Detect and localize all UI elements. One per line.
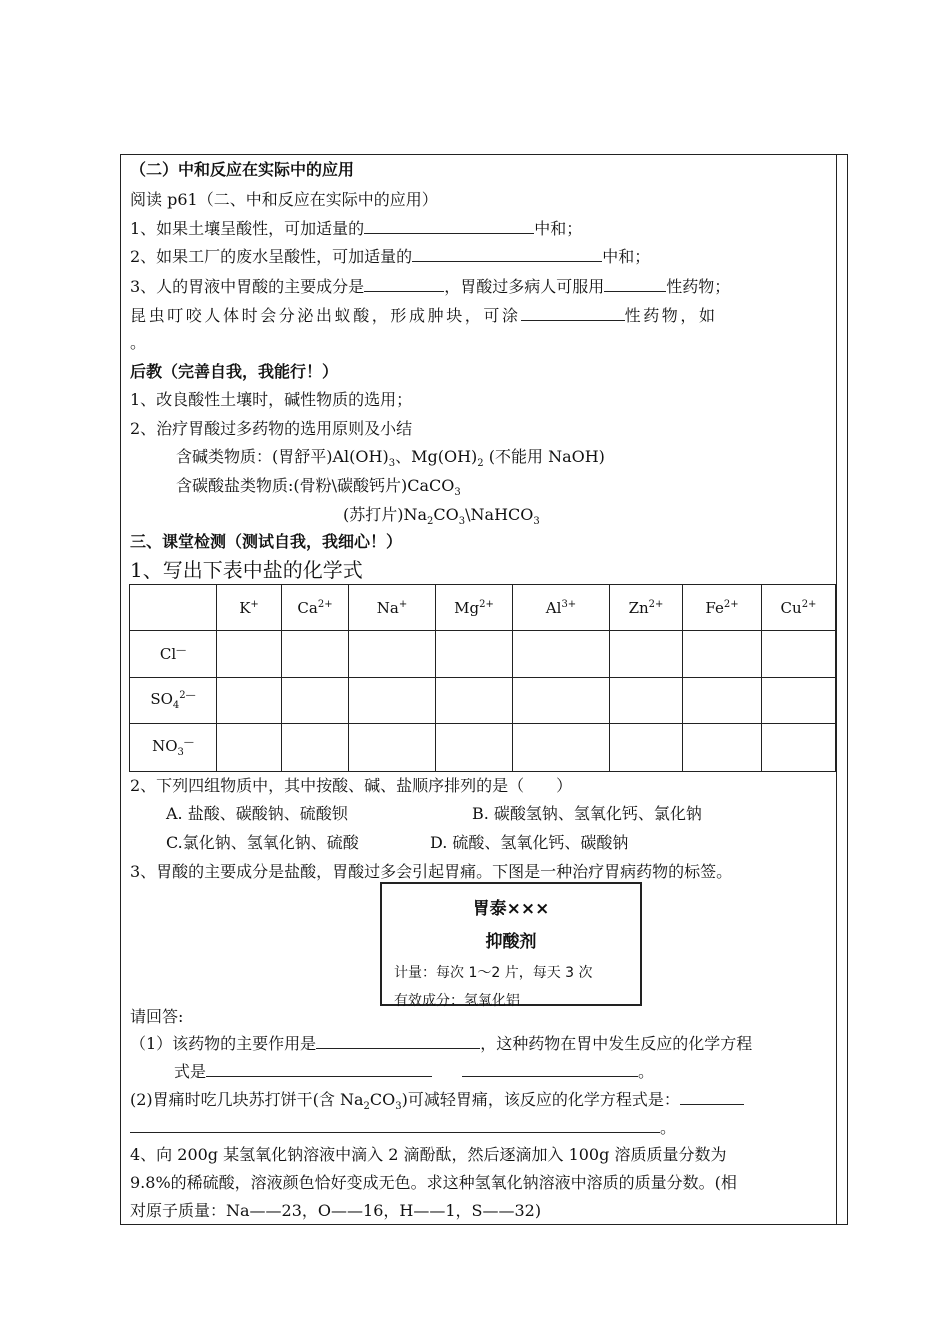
- q-text: 。: [638, 1062, 655, 1081]
- ion: K: [239, 598, 251, 617]
- answer-cell[interactable]: [610, 678, 683, 724]
- salt-formula-table: [129, 584, 836, 772]
- cation-header: [282, 585, 349, 631]
- sub: 3: [395, 1101, 402, 1113]
- anion-header: [130, 631, 217, 678]
- table-row: [130, 678, 836, 724]
- q1-blank[interactable]: [364, 216, 534, 234]
- test3-q2-cont: [130, 1115, 676, 1140]
- anion-header: [130, 678, 217, 724]
- charge: —: [183, 737, 194, 748]
- answer-cell[interactable]: [436, 724, 513, 772]
- ion: SO: [150, 690, 173, 708]
- charge: 2+: [648, 598, 664, 610]
- charge: 2—: [179, 690, 196, 701]
- q-text: 式是: [174, 1062, 207, 1081]
- answer-cell[interactable]: [683, 724, 762, 772]
- sub: 3: [458, 516, 466, 528]
- test3-q1-cont: [174, 1059, 654, 1084]
- test1-title: 1、写出下表中盐的化学式: [130, 558, 363, 582]
- test2-option-d[interactable]: D. 硫酸、氢氧化钙、碳酸钠: [430, 833, 629, 852]
- medicine-label: [380, 882, 642, 1009]
- ion: Fe: [705, 598, 724, 617]
- t3-q2-blank-2[interactable]: [130, 1115, 660, 1133]
- table-row: [130, 631, 836, 678]
- q3-text-a: 3、人的胃液中胃酸的主要成分是: [130, 277, 365, 296]
- please-answer: 请回答:: [130, 1007, 184, 1026]
- q3-text-b: ，胃酸过多病人可服用: [444, 277, 605, 296]
- q3-blank-1[interactable]: [364, 274, 444, 292]
- cation-header: [349, 585, 436, 631]
- cation-header: [217, 585, 282, 631]
- post-item-1: 1、改良酸性土壤时，碱性物质的选用；: [130, 390, 413, 409]
- alkali-medicine-line: [176, 445, 605, 476]
- q2-blank[interactable]: [412, 244, 602, 262]
- ion: NO: [152, 737, 178, 755]
- medicine-dose: 计量：每次 1～2 片，每天 3 次: [394, 965, 593, 981]
- charge: 2+: [479, 598, 494, 610]
- test3-q1: [130, 1031, 752, 1056]
- answer-cell[interactable]: [762, 678, 836, 724]
- ion: Na: [376, 598, 399, 617]
- ion: Cl: [159, 645, 177, 663]
- post-teaching-title: 后教（完善自我，我能行！）: [130, 362, 339, 381]
- table-header-row: [130, 585, 836, 631]
- q3-blank-2[interactable]: [604, 274, 666, 292]
- answer-cell[interactable]: [513, 678, 610, 724]
- answer-cell[interactable]: [610, 631, 683, 678]
- test3-stem: 3、胃酸的主要成分是盐酸，胃酸过多会引起胃痛。下图是一种治疗胃病药物的标签。: [130, 862, 733, 881]
- q-text: (2)胃痛时吃几块苏打饼干(含 Na: [130, 1090, 364, 1109]
- answer-cell[interactable]: [683, 678, 762, 724]
- q-text: ，这种药物在胃中发生反应的化学方程: [480, 1034, 753, 1053]
- answer-cell[interactable]: [610, 724, 683, 772]
- question-2: [130, 244, 650, 269]
- sub: 2: [363, 1101, 370, 1113]
- alkali-text-2: 、Mg(OH): [395, 447, 478, 466]
- q1-text-b: 中和；: [534, 219, 583, 238]
- answer-cell[interactable]: [217, 678, 282, 724]
- cation-header: [513, 585, 610, 631]
- q2-text-a: 2、如果工厂的废水呈酸性，可加适量的: [130, 247, 413, 266]
- test2-option-b[interactable]: B. 碳酸氢钠、氢氧化钙、氯化钠: [472, 804, 702, 823]
- q3-text-e: 性药物，如: [624, 306, 718, 325]
- answer-cell[interactable]: [436, 631, 513, 678]
- t3-q1-blank-2[interactable]: [206, 1059, 432, 1077]
- q-text: CO: [369, 1090, 396, 1109]
- soda-text: (苏打片)Na: [343, 505, 428, 524]
- q2-text-b: 中和；: [602, 247, 651, 266]
- charge: +: [398, 598, 408, 610]
- test2-option-c[interactable]: C.氯化钠、氢氧化钠、硫酸: [166, 833, 359, 852]
- sub: 2: [427, 516, 434, 528]
- sub: 2: [477, 458, 484, 470]
- answer-cell[interactable]: [282, 678, 349, 724]
- carbonate-text: 含碳酸盐类物质:(骨粉\碳酸钙片)CaCO: [176, 476, 455, 495]
- q3-blank-3[interactable]: [521, 303, 625, 321]
- answer-cell[interactable]: [513, 724, 610, 772]
- subscript: 4: [172, 700, 180, 711]
- test4-line-2: 9.8%的稀硫酸，溶液颜色恰好变成无色。求这种氢氧化钠溶液中溶质的质量分数。(相: [130, 1173, 737, 1192]
- ion: Zn: [628, 598, 649, 617]
- test4-line-3: 对原子质量：Na——23，O——16，H——1，S——32): [130, 1201, 542, 1220]
- post-item-2: 2、治疗胃酸过多药物的选用原则及小结: [130, 419, 413, 438]
- charge: —: [176, 645, 187, 656]
- t3-q1-blank-1[interactable]: [316, 1031, 480, 1049]
- answer-cell[interactable]: [683, 631, 762, 678]
- cation-header: [436, 585, 513, 631]
- charge: 2+: [801, 598, 817, 610]
- q3-text-c: 性药物；: [666, 277, 731, 296]
- ion: Cu: [780, 598, 802, 617]
- subscript: 3: [177, 747, 184, 758]
- sub: 3: [533, 516, 540, 528]
- answer-cell[interactable]: [217, 724, 282, 772]
- q1-text-a: 1、如果土壤呈酸性，可加适量的: [130, 219, 365, 238]
- anion-header: [130, 724, 217, 772]
- answer-cell[interactable]: [282, 631, 349, 678]
- alkali-note: (不能用 NaOH): [483, 447, 605, 466]
- ion: Al: [545, 598, 562, 617]
- carbonate-medicine-line: [176, 474, 461, 505]
- answer-cell[interactable]: [349, 678, 436, 724]
- answer-cell[interactable]: [513, 631, 610, 678]
- t3-q1-blank-3[interactable]: [462, 1059, 638, 1077]
- medicine-name: 胃泰×××: [472, 899, 550, 919]
- q3-end: 。: [130, 333, 147, 352]
- right-column-divider: [836, 154, 837, 1225]
- answer-cell[interactable]: [282, 724, 349, 772]
- cation-header: [683, 585, 762, 631]
- question-3-cont: [130, 303, 718, 328]
- answer-cell[interactable]: [762, 724, 836, 772]
- soda-text-2: CO: [433, 505, 459, 524]
- alkali-text: 含碱类物质：(胃舒平)Al(OH): [176, 447, 389, 466]
- charge: 2+: [723, 598, 739, 610]
- sub: 3: [388, 458, 396, 470]
- t3-q2-blank-1[interactable]: [680, 1087, 744, 1105]
- section2-title: （二）中和反应在实际中的应用: [130, 160, 355, 179]
- test4-line-1: 4、向 200g 某氢氧化钠溶液中滴入 2 滴酚酞，然后逐滴加入 100g 溶质质量分数为: [130, 1145, 727, 1164]
- charge: 2+: [317, 598, 333, 610]
- table-row: [130, 724, 836, 772]
- ion: Mg: [454, 598, 480, 617]
- answer-cell[interactable]: [217, 631, 282, 678]
- q-text: （1）该药物的主要作用是: [130, 1034, 317, 1053]
- charge: 3+: [561, 598, 577, 610]
- medicine-type: 抑酸剂: [485, 932, 537, 952]
- answer-cell[interactable]: [349, 724, 436, 772]
- table-corner-cell: [130, 585, 217, 631]
- sub: 3: [454, 487, 461, 499]
- question-3: [130, 274, 730, 299]
- ion: Ca: [297, 598, 318, 617]
- cation-header: [610, 585, 683, 631]
- medicine-ingredient: 有效成分：氢氧化铝: [394, 993, 520, 1009]
- cation-header: [762, 585, 836, 631]
- soda-text-3: \NaHCO: [465, 505, 534, 524]
- charge: +: [250, 598, 259, 610]
- answer-cell[interactable]: [349, 631, 436, 678]
- answer-cell[interactable]: [436, 678, 513, 724]
- question-1: [130, 216, 582, 241]
- test2-stem: 2、下列四组物质中，其中按酸、碱、盐顺序排列的是（ ）: [130, 776, 573, 795]
- reading-instruction: 阅读 p61（二、中和反应在实际中的应用）: [130, 190, 438, 209]
- q-text: 。: [660, 1118, 677, 1137]
- q3-text-d: 昆虫叮咬人体时会分泌出蚁酸，形成肿块，可涂: [130, 306, 521, 325]
- section3-title: 三、课堂检测（测试自我，我细心！）: [130, 532, 403, 551]
- answer-cell[interactable]: [762, 631, 836, 678]
- q-text: )可减轻胃痛，该反应的化学方程式是：: [401, 1090, 680, 1109]
- test2-option-a[interactable]: A. 盐酸、碳酸钠、硫酸钡: [166, 804, 348, 823]
